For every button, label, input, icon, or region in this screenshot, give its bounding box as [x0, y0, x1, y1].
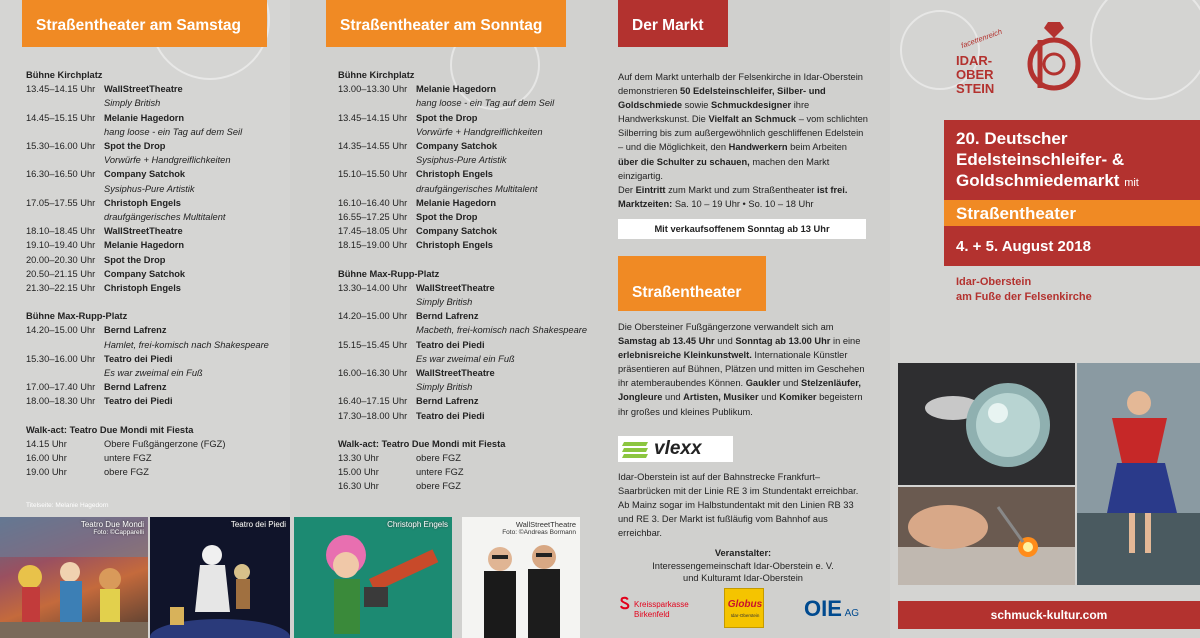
photo-teatro-dei-piedi-illustration	[150, 517, 290, 638]
schedule-row	[26, 139, 269, 153]
schedule-row	[338, 281, 587, 295]
schedule-row	[26, 267, 269, 281]
schedule-act: Bernd Lafrenz	[416, 396, 479, 407]
photo-wallstreettheatre	[462, 517, 580, 638]
cover-title-line3: Goldschmiedemarkt mit	[956, 171, 1139, 190]
panel-cover	[890, 0, 1200, 638]
sunday-schedule	[338, 68, 587, 494]
walk-row	[26, 465, 269, 479]
schedule-row	[26, 111, 269, 125]
walk-time: 16.30 Uhr	[338, 481, 379, 492]
schedule-subtitle: hang loose - ein Tag auf dem Seil	[104, 126, 243, 137]
schedule-time: 15.30–16.00 Uhr	[26, 353, 96, 364]
schedule-act: Teatro dei Piedi	[416, 410, 485, 421]
walk-row	[338, 465, 587, 479]
photo-goldsmith-work	[898, 487, 1075, 585]
schedule-row	[338, 309, 587, 323]
walk-place: untere FGZ	[104, 453, 152, 464]
walk-place: obere FGZ	[416, 481, 461, 492]
schedule-subtitle: hang loose - ein Tag auf dem Seil	[416, 98, 555, 109]
gemstone-ring-icon	[1020, 16, 1090, 96]
walk-place: obere FGZ	[416, 453, 461, 464]
globus-logo: Globus Idar-Oberstein	[724, 588, 764, 628]
schedule-act: Spot the Drop	[416, 212, 478, 223]
schedule-act: WallStreetTheatre	[104, 84, 183, 95]
sunday-stage2-list	[338, 281, 587, 423]
sunday-shopping-banner: Mit verkaufsoffenem Sonntag ab 13 Uhr	[618, 219, 866, 239]
schedule-subtitle: Es war zweimal ein Fuß	[104, 368, 203, 379]
caption-wallstreettheatre: WallStreetTheatre Foto: ©Andreas Bormann	[502, 520, 576, 536]
schedule-act: Christoph Engels	[104, 283, 181, 294]
cover-date: 4. + 5. August 2018	[944, 226, 1200, 266]
schedule-row	[26, 394, 269, 408]
schedule-row	[338, 210, 587, 224]
schedule-act: Teatro dei Piedi	[104, 396, 173, 407]
schedule-row	[26, 352, 269, 366]
schedule-row	[26, 380, 269, 394]
walk-time: 15.00 Uhr	[338, 467, 379, 478]
schedule-time: 20.50–21.15 Uhr	[26, 268, 96, 279]
schedule-time: 17.00–17.40 Uhr	[26, 382, 96, 393]
vlexx-stripes-icon	[622, 436, 652, 462]
decor-swirl	[1090, 0, 1200, 100]
saturday-stage1-list	[26, 82, 269, 295]
photo-goldsmith-work-illustration	[898, 487, 1075, 585]
schedule-time: 16.30–16.50 Uhr	[26, 169, 96, 180]
photo-christoph-engels	[294, 517, 452, 638]
schedule-time: 15.30–16.00 Uhr	[26, 141, 96, 152]
vlexx-text: Idar-Oberstein ist auf der Bahnstrecke Frankfurt–Saarbrücken mit der Linie RE 3 im Stundentakt erreichbar. Ab Mainz sogar im Halbstundentakt mit den Linien RB 33 und RE 3. Der Markt ist fußläufig vom Bahnhof aus erreichbar.	[618, 472, 859, 539]
schedule-subtitle: Macbeth, frei-komisch nach Shakespeare	[416, 325, 588, 336]
schedule-act: WallStreetTheatre	[104, 226, 183, 237]
schedule-row	[338, 167, 587, 181]
markt-description: Auf dem Markt unterhalb der Felsenkirche in Idar-Oberstein demonstrieren 50 Edelsteinschleifer, Silber- und Goldschmiede sowie Schmuckdesigner ihre Handwerkskunst. Die Vielfalt an Schmuck – vom schlichten Silberring bis zum außergewöhnlich geschliffenen Edelstein – und die Möglichkeit, den Handwerkern beim Arbeiten über die Schulter zu schauen, machen den Markt einzigartig. Der Eintritt zum Markt und zum Straßentheater ist frei. Marktzeiten: Sa. 10 – 19 Uhr • So. 10 – 18 Uhr	[618, 72, 868, 209]
sunday-stage2-title: Bühne Max-Rupp-Platz	[338, 268, 440, 279]
schedule-row	[26, 82, 269, 96]
schedule-time: 17.30–18.00 Uhr	[338, 410, 408, 421]
cover-theater-banner: Straßentheater	[944, 200, 1200, 226]
schedule-row	[338, 224, 587, 238]
schedule-time: 15.15–15.45 Uhr	[338, 339, 408, 350]
walk-time: 13.30 Uhr	[338, 453, 379, 464]
saturday-stage2-list	[26, 323, 269, 408]
schedule-act: Bernd Lafrenz	[104, 325, 167, 336]
titelseite-credit: Titelseite: Melanie Hagedorn	[26, 502, 109, 509]
schedule-act: Company Satchok	[416, 141, 498, 152]
saturday-header: Straßentheater am Samstag	[22, 0, 267, 47]
schedule-time: 14.20–15.00 Uhr	[26, 325, 96, 336]
saturday-walk-list	[26, 437, 269, 480]
caption-christoph-engels: Christoph Engels	[387, 520, 448, 529]
panel-markt	[590, 0, 890, 638]
sunday-walk-list	[338, 451, 587, 494]
schedule-time: 16.00–16.30 Uhr	[338, 368, 408, 379]
walk-place: obere FGZ	[104, 467, 149, 478]
schedule-row	[338, 196, 587, 210]
schedule-subtitle: Simply British	[104, 98, 161, 109]
cover-title-line1: 20. Deutscher	[956, 129, 1068, 148]
schedule-subtitle: draufgängerisches Multitalent	[104, 212, 226, 223]
sunday-walk-title: Walk-act: Teatro Due Mondi mit Fiesta	[338, 438, 506, 449]
schedule-subtitle: draufgängerisches Multitalent	[416, 183, 538, 194]
schedule-act: Bernd Lafrenz	[104, 382, 167, 393]
schedule-time: 14.20–15.00 Uhr	[338, 311, 408, 322]
saturday-walk-title: Walk-act: Teatro Due Mondi mit Fiesta	[26, 424, 194, 435]
oie-logo: OIE AG	[804, 596, 860, 621]
schedule-row	[338, 338, 587, 352]
walk-time: 14.15 Uhr	[26, 438, 67, 449]
schedule-act: Christoph Engels	[416, 240, 493, 251]
schedule-act: Spot the Drop	[416, 112, 478, 123]
schedule-subtitle: Simply British	[416, 382, 473, 393]
schedule-row	[26, 323, 269, 337]
photo-teatro-dei-piedi	[150, 517, 290, 638]
schedule-time: 19.10–19.40 Uhr	[26, 240, 96, 251]
schedule-subtitle: Sysiphus-Pure Artistik	[104, 183, 195, 194]
caption-teatro-due-mondi: Teatro Due Mondi Foto: ©Capparelli	[80, 520, 144, 536]
photo-melanie-hagedorn	[1077, 363, 1200, 585]
schedule-time: 13.45–14.15 Uhr	[338, 112, 408, 123]
schedule-act: Christoph Engels	[104, 197, 181, 208]
cover-location: Idar-Oberstein am Fuße der Felsenkirche	[956, 276, 1092, 303]
organizer-block: Veranstalter: Interessengemeinschaft Idar-Oberstein e. V. und Kulturamt Idar-Oberstein	[652, 548, 834, 583]
walk-time: 16.00 Uhr	[26, 453, 67, 464]
schedule-act: WallStreetTheatre	[416, 368, 495, 379]
photo-gem-ring-illustration	[898, 363, 1075, 485]
schedule-time: 13.00–13.30 Uhr	[338, 84, 408, 95]
walk-time: 19.00 Uhr	[26, 467, 67, 478]
schedule-act: Spot the Drop	[104, 141, 166, 152]
schedule-time: 17.45–18.05 Uhr	[338, 226, 408, 237]
schedule-act: Company Satchok	[104, 169, 186, 180]
schedule-row	[338, 394, 587, 408]
schedule-act: Bernd Lafrenz	[416, 311, 479, 322]
photo-gem-ring	[898, 363, 1075, 485]
schedule-row	[338, 409, 587, 423]
photo-christoph-engels-illustration	[294, 517, 452, 638]
schedule-subtitle: Simply British	[416, 297, 473, 308]
schedule-act: Spot the Drop	[104, 254, 166, 265]
schedule-act: Company Satchok	[416, 226, 498, 237]
idar-oberstein-brand-logo: facettenreich IDAR- OBER STEIN	[952, 16, 1102, 106]
schedule-time: 18.15–19.00 Uhr	[338, 240, 408, 251]
theater-header: Straßentheater	[618, 256, 766, 311]
sparkasse-icon: Ꮪ	[620, 596, 630, 613]
schedule-act: Melanie Hagedorn	[104, 240, 185, 251]
schedule-act: Company Satchok	[104, 268, 186, 279]
caption-teatro-dei-piedi: Teatro dei Piedi	[230, 520, 286, 529]
schedule-time: 18.10–18.45 Uhr	[26, 226, 96, 237]
photo-teatro-due-mondi	[0, 517, 148, 638]
saturday-schedule	[26, 68, 269, 479]
schedule-act: Melanie Hagedorn	[416, 197, 497, 208]
cover-url[interactable]: schmuck-kultur.com	[898, 601, 1200, 629]
schedule-time: 21.30–22.15 Uhr	[26, 283, 96, 294]
walk-row	[338, 451, 587, 465]
schedule-row	[338, 366, 587, 380]
walk-row	[26, 451, 269, 465]
schedule-time: 17.05–17.55 Uhr	[26, 197, 96, 208]
schedule-row	[26, 196, 269, 210]
schedule-time: 14.35–14.55 Uhr	[338, 141, 408, 152]
schedule-time: 16.10–16.40 Uhr	[338, 197, 408, 208]
schedule-time: 16.40–17.15 Uhr	[338, 396, 408, 407]
schedule-time: 13.45–14.15 Uhr	[26, 84, 96, 95]
sunday-header: Straßentheater am Sonntag	[326, 0, 566, 47]
schedule-subtitle: Sysiphus-Pure Artistik	[416, 155, 507, 166]
schedule-act: Teatro dei Piedi	[416, 339, 485, 350]
schedule-act: Christoph Engels	[416, 169, 493, 180]
walk-row	[338, 479, 587, 493]
schedule-time: 16.55–17.25 Uhr	[338, 212, 408, 223]
schedule-act: Teatro dei Piedi	[104, 353, 173, 364]
kreissparkasse-logo: Ꮪ Kreissparkasse Birkenfeld	[620, 596, 689, 619]
saturday-stage2-title: Bühne Max-Rupp-Platz	[26, 311, 128, 322]
schedule-act: Melanie Hagedorn	[416, 84, 497, 95]
schedule-row	[26, 281, 269, 295]
schedule-row	[26, 253, 269, 267]
schedule-time: 13.30–14.00 Uhr	[338, 282, 408, 293]
schedule-row	[26, 238, 269, 252]
sunday-stage1-list	[338, 82, 587, 252]
schedule-row	[338, 238, 587, 252]
schedule-time: 14.45–15.15 Uhr	[26, 112, 96, 123]
cover-title-line2: Edelsteinschleifer- &	[956, 150, 1125, 169]
cover-title-box	[944, 120, 1200, 200]
saturday-stage1-title: Bühne Kirchplatz	[26, 70, 103, 80]
panel-saturday	[0, 0, 290, 638]
schedule-row	[338, 139, 587, 153]
schedule-act: WallStreetTheatre	[416, 282, 495, 293]
schedule-row	[338, 82, 587, 96]
walk-row	[26, 437, 269, 451]
markt-header: Der Markt	[618, 0, 728, 47]
schedule-time: 20.00–20.30 Uhr	[26, 254, 96, 265]
schedule-time: 18.00–18.30 Uhr	[26, 396, 96, 407]
schedule-subtitle: Es war zweimal ein Fuß	[416, 353, 515, 364]
walk-place: untere FGZ	[416, 467, 464, 478]
sunday-stage1-title: Bühne Kirchplatz	[338, 70, 415, 80]
schedule-row	[26, 167, 269, 181]
schedule-row	[26, 224, 269, 238]
schedule-subtitle: Vorwürfe + Handgreiflichkeiten	[104, 155, 231, 166]
schedule-subtitle: Hamlet, frei-komisch nach Shakespeare	[104, 339, 269, 350]
schedule-time: 15.10–15.50 Uhr	[338, 169, 408, 180]
photo-melanie-hagedorn-illustration	[1077, 363, 1200, 585]
theater-description: Die Obersteiner Fußgängerzone verwandelt sich am Samstag ab 13.45 Uhr und Sonntag ab 13.00 Uhr in eine erlebnisreiche Kleinkunstwelt. Internationale Künstler präsentieren auf Bühnen, Plätzen und mitten im Geschehen ihr atemberaubendes Können. Gaukler und Stelzenläufer, Jongleure und Artisten, Musiker und Komiker begeistern ihr großes und kleines Publikum.	[618, 322, 865, 417]
panel-sunday	[290, 0, 590, 638]
schedule-subtitle: Vorwürfe + Handgreiflichkeiten	[416, 126, 543, 137]
schedule-act: Melanie Hagedorn	[104, 112, 185, 123]
vlexx-logo: vlexx	[618, 436, 733, 462]
schedule-row	[338, 111, 587, 125]
walk-place: Obere Fußgängerzone (FGZ)	[104, 438, 226, 449]
